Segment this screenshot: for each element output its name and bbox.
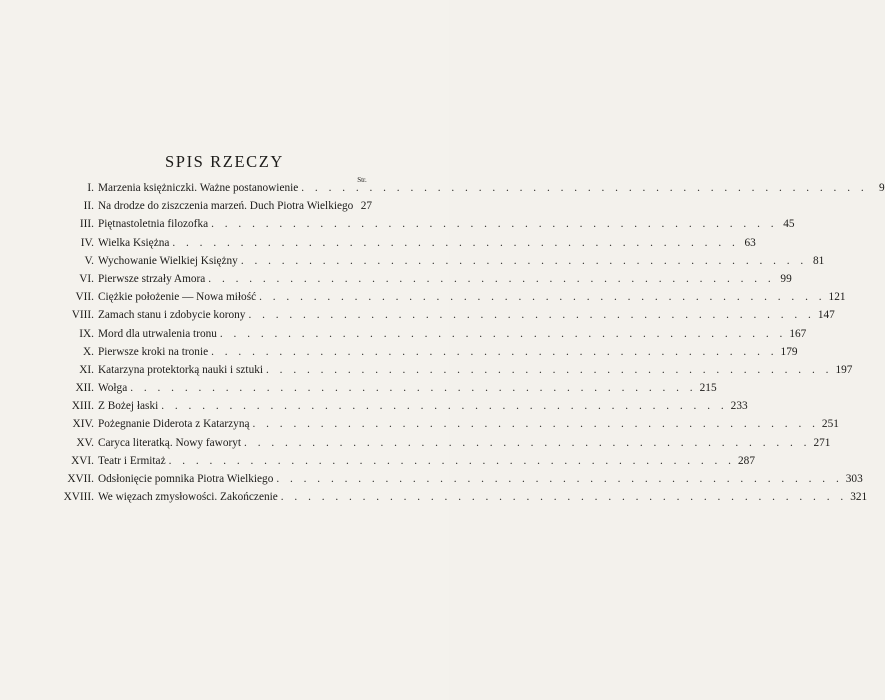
toc-row: [50, 473, 863, 491]
chapter-title: Mord dla utrwalenia tronu: [98, 327, 217, 340]
chapter-number: II.: [83, 200, 94, 213]
chapter-page-number: 121: [828, 291, 846, 304]
chapter-number: XIV.: [72, 418, 94, 431]
chapter-page-number: 197: [835, 363, 853, 376]
chapter-page-number: 63: [744, 236, 756, 249]
toc-row: [50, 491, 868, 509]
chapter-number: XVIII.: [63, 491, 94, 504]
dot-leader: [208, 218, 780, 230]
chapter-number: XVII.: [67, 473, 94, 485]
dot-leader: [238, 255, 810, 267]
toc-row: [50, 382, 717, 400]
chapter-title: Pierwsze strzały Amora: [98, 272, 206, 285]
toc-row: [50, 345, 798, 364]
chapter-number: IV.: [80, 236, 94, 249]
dot-leader: [127, 382, 699, 394]
chapter-title: Pożegnanie Diderota z Katarzyną: [98, 418, 250, 431]
toc-row: [50, 182, 885, 200]
toc-row: [50, 254, 825, 273]
toc-row: [50, 327, 807, 346]
toc-row: [50, 309, 835, 327]
chapter-number: XII.: [75, 382, 94, 395]
toc-row: [50, 200, 372, 218]
page-column-label: Str.: [357, 176, 367, 184]
toc-row: [50, 291, 846, 309]
toc-row: [50, 218, 795, 236]
dot-leader: [263, 364, 835, 376]
toc-row: [50, 418, 839, 436]
chapter-title: Katarzyna protektorką nauki i sztuki: [98, 363, 264, 376]
toc-row: [50, 363, 853, 382]
dot-leader: [256, 291, 828, 303]
chapter-page-number: 147: [817, 309, 835, 322]
chapter-title: Pierwsze kroki na tronie: [98, 345, 209, 358]
chapter-title: Caryca literatką. Nowy faworyt: [98, 436, 242, 449]
chapter-number: X.: [83, 345, 94, 358]
dot-leader: [205, 273, 777, 285]
chapter-number: I.: [87, 182, 94, 194]
dot-leader: [250, 418, 822, 430]
dot-leader: [217, 328, 789, 340]
chapter-title: Zamach stanu i zdobycie korony: [98, 309, 246, 322]
chapter-page-number: 321: [850, 491, 868, 504]
toc-row: [50, 272, 792, 291]
chapter-number: XI.: [79, 363, 94, 376]
chapter-title: Wołga: [98, 382, 128, 395]
chapter-number: XVI.: [71, 454, 94, 467]
chapter-number: VIII.: [71, 309, 94, 322]
chapter-page-number: 81: [812, 254, 825, 267]
dot-leader: [241, 437, 813, 449]
toc-row: [50, 236, 756, 255]
chapter-title: Piętnastoletnia filozofka: [98, 218, 209, 231]
page-title: SPIS RZECZY: [165, 152, 284, 171]
chapter-number: VII.: [75, 291, 94, 304]
dot-leader: [169, 237, 741, 249]
chapter-page-number: 9: [879, 182, 885, 194]
chapter-title: Wychowanie Wielkiej Księżny: [98, 254, 238, 267]
chapter-page-number: 287: [738, 454, 755, 467]
chapter-page-number: 99: [780, 272, 792, 285]
chapter-number: VI.: [79, 272, 94, 285]
toc-row: [50, 436, 831, 455]
chapter-page-number: 271: [813, 436, 831, 449]
chapter-title: Na drodze do ziszczenia marzeń. Duch Piotra Wielkiego: [98, 200, 354, 213]
chapter-number: III.: [79, 218, 94, 231]
chapter-page-number: 179: [780, 345, 798, 358]
chapter-page-number: 27: [360, 200, 372, 213]
toc-row: [50, 454, 755, 473]
dot-leader: [298, 182, 870, 194]
chapter-page-number: 251: [821, 418, 839, 431]
chapter-page-number: 233: [730, 400, 748, 413]
chapter-title: Teatr i Ermitaż: [98, 454, 166, 467]
chapter-page-number: 167: [789, 327, 807, 340]
chapter-title: Ciężkie położenie — Nowa miłość: [98, 291, 257, 304]
chapter-number: IX.: [79, 327, 94, 340]
chapter-page-number: 303: [845, 473, 863, 485]
toc-row: [50, 400, 748, 418]
chapter-number: XV.: [76, 436, 94, 449]
chapter-title: We więzach zmysłowości. Zakończenie: [98, 491, 278, 504]
chapter-title: Z Bożej łaski: [98, 400, 159, 413]
chapter-title: Wielka Księżna: [98, 236, 170, 249]
dot-leader: [278, 491, 850, 503]
chapter-title: Marzenia księżniczki. Ważne postanowienie: [98, 182, 299, 194]
chapter-number: V.: [84, 254, 94, 267]
table-of-contents: [50, 182, 885, 509]
chapter-number: XIII.: [71, 400, 94, 413]
chapter-page-number: 215: [699, 382, 717, 395]
chapter-title: Odsłonięcie pomnika Piotra Wielkiego: [98, 473, 274, 485]
dot-leader: [166, 455, 738, 467]
dot-leader: [245, 309, 817, 321]
dot-leader: [273, 473, 845, 485]
dot-leader: [158, 400, 730, 412]
chapter-page-number: 45: [783, 218, 795, 231]
dot-leader: [208, 346, 780, 358]
